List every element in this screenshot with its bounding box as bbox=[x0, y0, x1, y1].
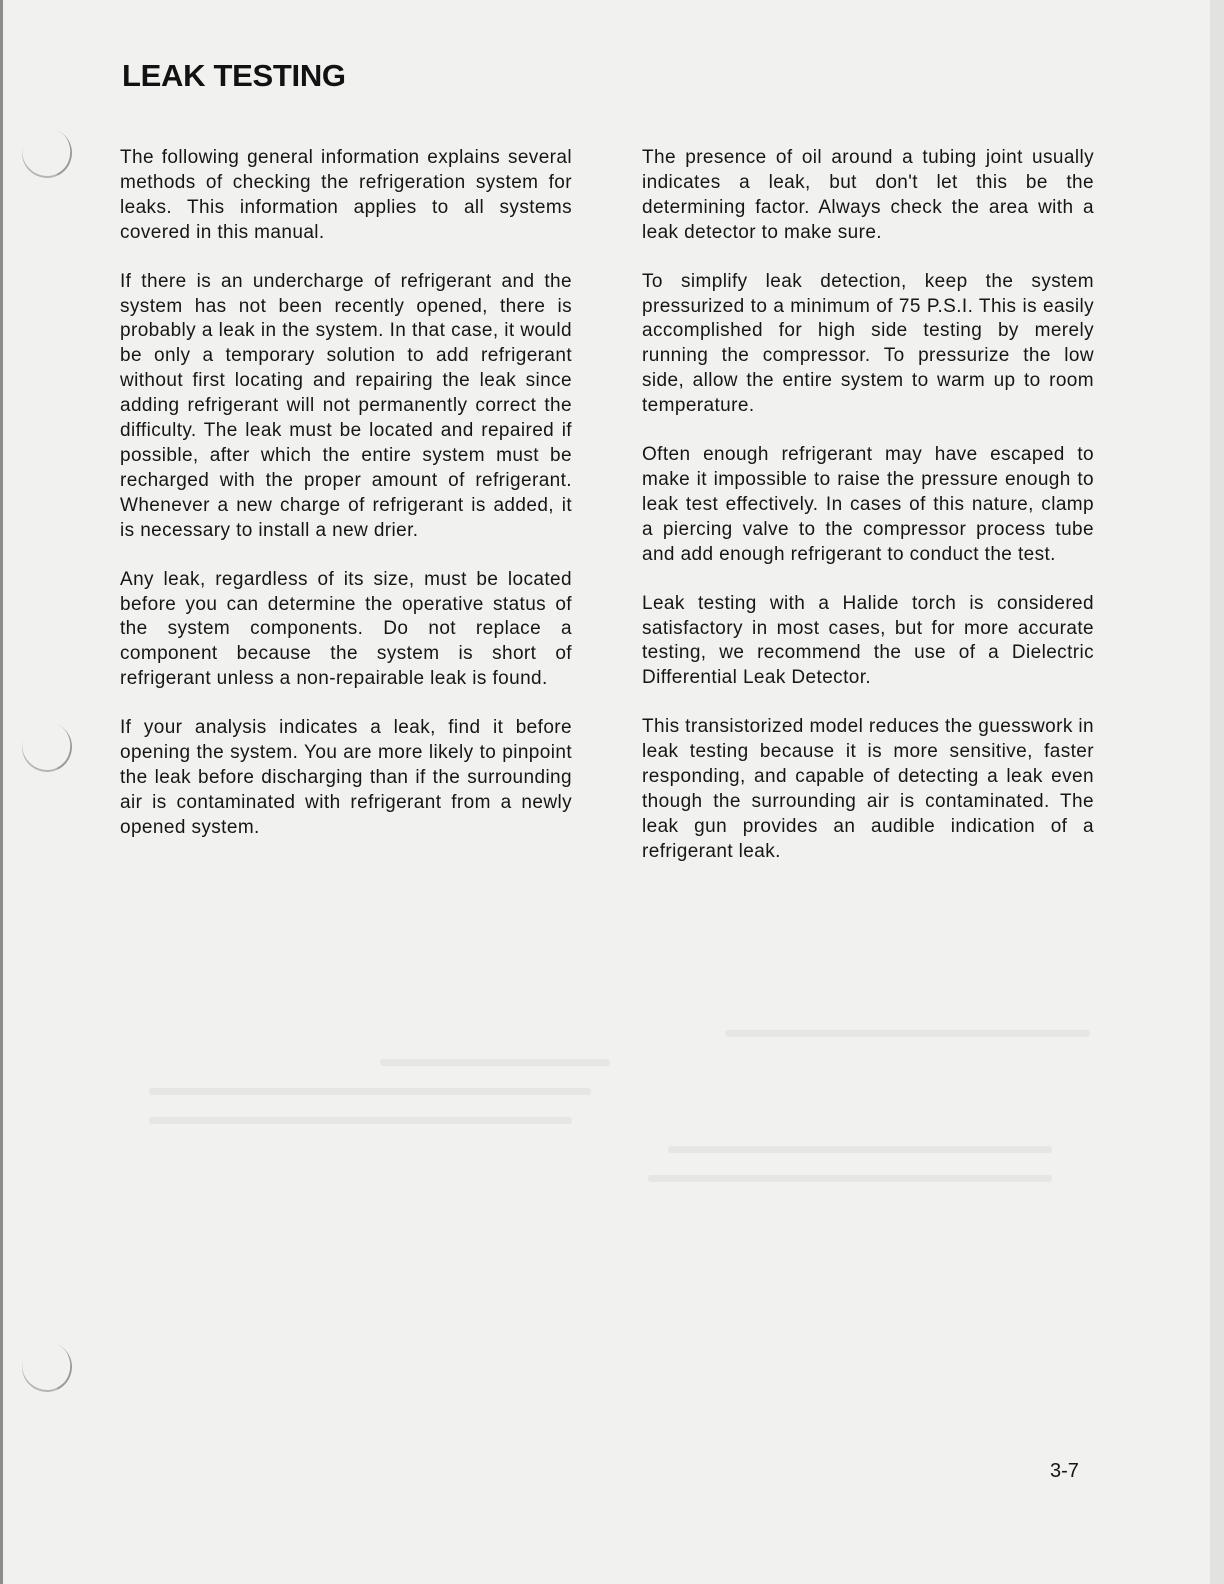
page-title: LEAK TESTING bbox=[122, 58, 346, 93]
paragraph: The following general information explains several methods of checking the refrigeration system for leaks. This information applies to all systems covered in this manual. bbox=[120, 147, 572, 243]
paragraph: If your analysis indicates a leak, find it before opening the system. You are more likely to pinpoint the leak before discharging than if the surrounding air is contaminated with refrigerant from a newly opened system. bbox=[120, 717, 572, 838]
binder-hole bbox=[15, 715, 79, 779]
paragraph: To simplify leak detection, keep the system pressurized to a minimum of 75 P.S.I. This is easily accomplished for high side testing by merely running the compressor. To pressurize the low side, allow the entire system to warm up to room temperature. bbox=[642, 270, 1094, 417]
paragraph: Any leak, regardless of its size, must be located before you can determine the operative status of the system components. Do not replace a component because the system is short of refrigerant unless a non-repairable leak is found. bbox=[120, 568, 572, 690]
binder-hole bbox=[15, 121, 79, 185]
bleed-through-lines bbox=[130, 1030, 1090, 1260]
paragraph: If there is an undercharge of refrigerant and the system has not been recently opened, there is probably a leak in the system. In that case, it would be only a temporary solution to add refrigerant without first locating and repairing the leak since adding refrigerant will not permanently correct the difficulty. The leak must be located and repaired if possible, after which the entire system must be recharged with the proper amount of refrigerant. Whenever a new charge of refrigerant is added, it is necessary to install a new drier. bbox=[120, 270, 572, 541]
paragraph: This transistorized model reduces the guesswork in leak testing because it is more sensitive, faster responding, and capable of detecting a leak even though the surrounding air is contaminated. The leak gun provides an audible indication of a refrigerant leak. bbox=[642, 716, 1094, 862]
paragraph: Often enough refrigerant may have escaped to make it impossible to raise the pressure enough to leak test effectively. In cases of this nature, clamp a piercing valve to the compressor process tube and add enough refrigerant to conduct the test. bbox=[642, 444, 1094, 565]
page-number: 3-7 bbox=[1050, 1460, 1079, 1482]
paragraph: The presence of oil around a tubing joint usually indicates a leak, but don't let this be the determining factor. Always check the area with a leak detector to make sure. bbox=[642, 147, 1094, 243]
paragraph: Leak testing with a Halide torch is considered satisfactory in most cases, but for more accurate testing, we recommend the use of a Dielectric Differential Leak Detector. bbox=[642, 592, 1094, 689]
binder-hole bbox=[15, 1335, 79, 1399]
right-column bbox=[642, 146, 1094, 889]
page-edge bbox=[0, 0, 3, 1584]
left-column bbox=[120, 146, 572, 865]
page-edge-shadow bbox=[1210, 0, 1224, 1584]
